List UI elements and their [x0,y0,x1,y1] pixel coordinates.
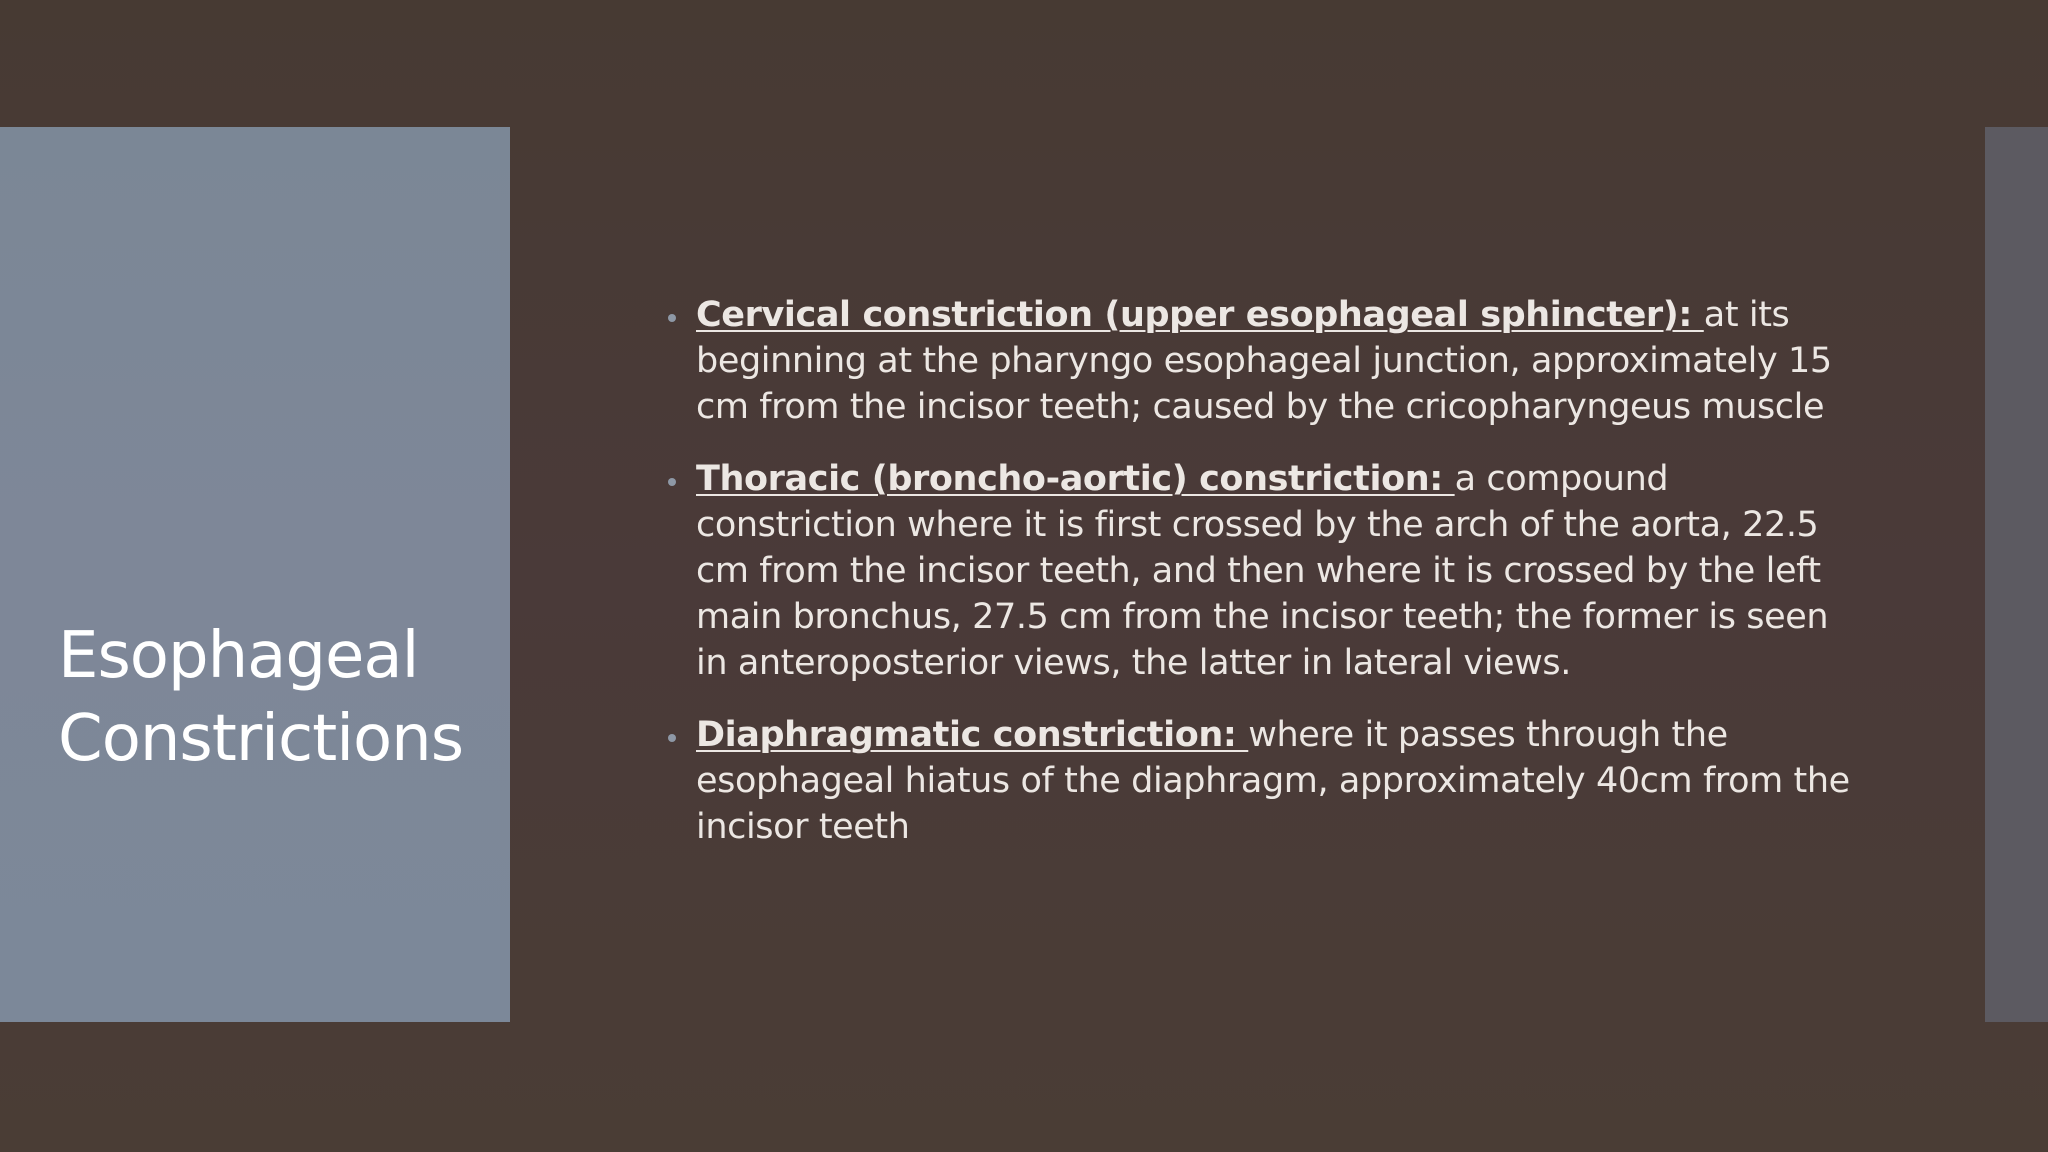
bullet-dot-icon [668,314,676,322]
bullet-dot-icon [668,734,676,742]
slide-title-line-2: Constrictions [58,702,464,776]
title-panel [0,127,510,1022]
bullet-heading: Cervical constriction (upper esophageal sphincter): [696,295,1704,335]
slide-title [58,615,498,781]
bullet-dot-icon [668,478,676,486]
next-slide-edge [1985,127,2048,1022]
bullet-text: a compound constriction where it is first crossed by the arch of the aorta, 22.5 cm from the incisor teeth, and then where it is crossed by the left main bronchus, 27.5 cm from the incisor teeth; the former is seen in anteroposterior views, the latter in lateral views. [696,459,1829,683]
bullet-list [664,292,1864,876]
bullet-diaphragmatic-constriction [664,712,1864,850]
bullet-heading: Diaphragmatic constriction: [696,715,1249,755]
bullet-text: where it passes through the esophageal hiatus of the diaphragm, approximately 40cm from the incisor teeth [696,715,1850,847]
bullet-cervical-constriction [664,292,1864,430]
bullet-thoracic-constriction [664,456,1864,686]
bullet-heading: Thoracic (broncho-aortic) constriction: [696,459,1455,499]
bullet-text: at its beginning at the pharyngo esophageal junction, approximately 15 cm from the incisor teeth; caused by the cricopharyngeus muscle [696,295,1832,427]
slide-title-line-1: Esophageal [58,619,419,693]
